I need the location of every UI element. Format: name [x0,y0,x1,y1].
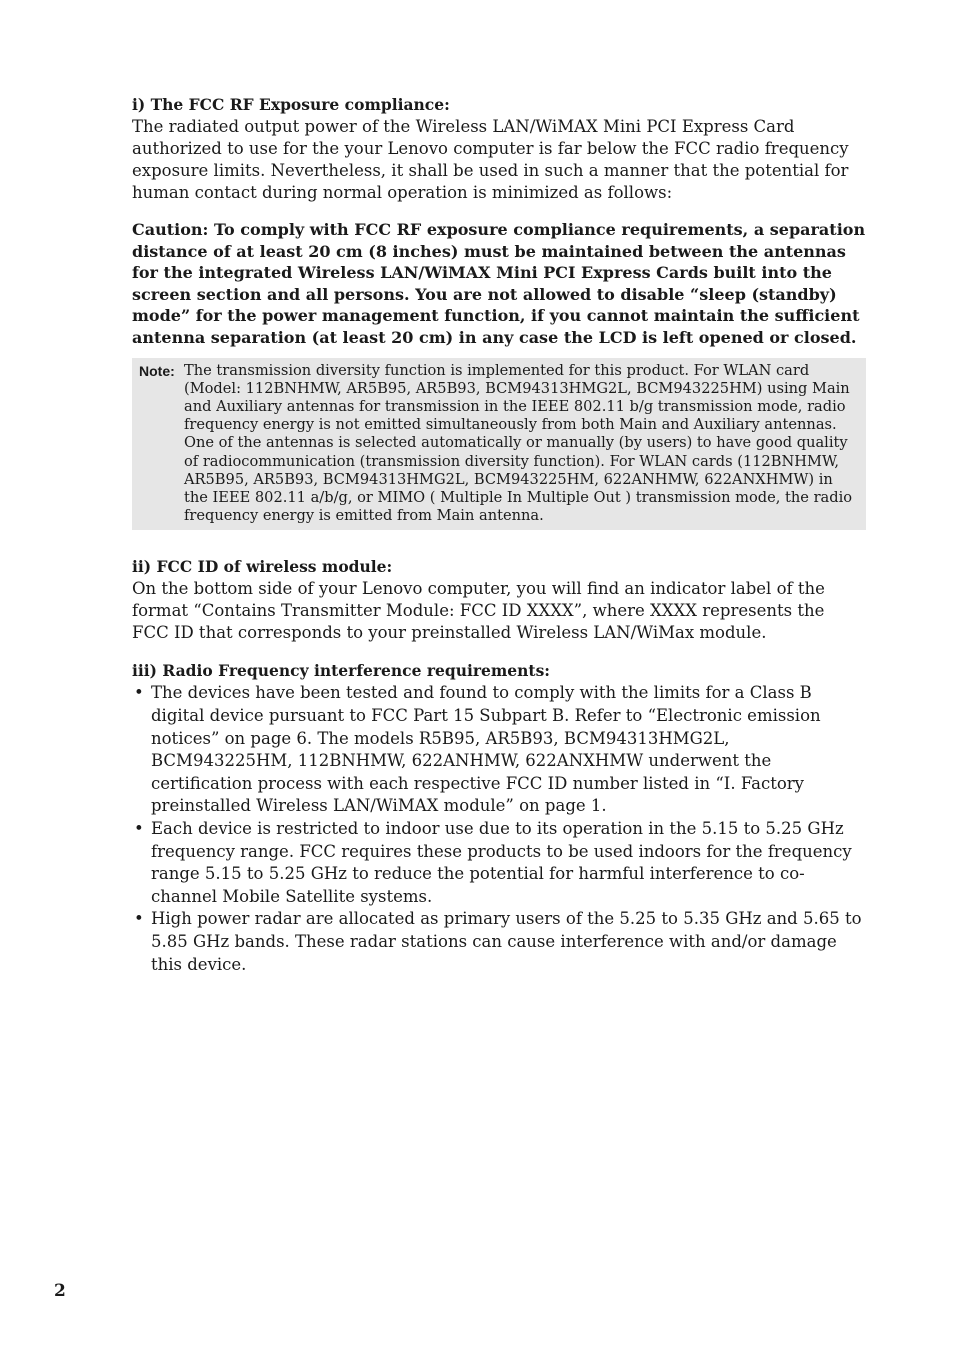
section-heading-fcc-rf-exposure: i) The FCC RF Exposure compliance: [132,95,450,114]
caution-paragraph: Caution: To comply with FCC RF exposure compliance requirements, a separation distance of at least 20 cm (8 inches) must be maintained between the antennas for the integrated Wireless LAN/WiMAX Mini PCI Express Cards built into the screen section and all persons. You are not allowed to disable “sleep (standby) mode” for the power management function, if you cannot maintain the sufficient antenna separation (at least 20 cm) in any case the LCD is left opened or closed. [132,220,866,347]
list-item [132,682,866,818]
page-number: 2 [54,1281,66,1301]
list-item-text: The devices have been tested and found to comply with the limits for a Class B digital device pursuant to FCC Part 15 Subpart B. Refer to “Electronic emission notices” on page 6. The models R5B95, AR5B93, BCM94313HMG2L, BCM943225HM, 112BNHMW, 622ANHMW, 622ANXHMW underwent the certification process with each respective FCC ID number listed in “I. Factory preinstalled Wireless LAN/WiMAX module” on page 1. [151,683,821,816]
list-item [132,908,866,976]
bullet-marker: • [134,818,144,838]
page-content [132,94,866,976]
bullet-list [132,682,866,976]
section-fcc-id [132,556,866,644]
note-label: Note: [139,362,175,379]
list-item [132,818,866,908]
bullet-marker: • [134,683,144,703]
section-heading-fcc-id: ii) FCC ID of wireless module: [132,557,393,577]
section-heading-rf-interference: iii) Radio Frequency interference requirements: [132,661,551,681]
list-item-text: Each device is restricted to indoor use due to its operation in the 5.15 to 5.25 GHz frequency range. FCC requires these products to be used indoors for the frequency range 5.15 to 5.25 GHz to reduce the potential for harmful interference to co-channel Mobile Satellite systems. [151,818,852,906]
note-box [132,358,866,531]
bullet-marker: • [134,909,144,929]
section-rf-interference [132,660,866,976]
section-body-fcc-rf-exposure: The radiated output power of the Wireless LAN/WiMAX Mini PCI Express Card authorized to use for the your Lenovo computer is far below the FCC radio frequency exposure limits. Nevertheless, it shall be used in such a manner that the potential for human contact during normal operation is minimized as follows: [132,117,849,202]
section-body-fcc-id: On the bottom side of your Lenovo computer, you will find an indicator label of the format “Contains Transmitter Module: FCC ID XXXX”, where XXXX represents the FCC ID that corresponds to your preinstalled Wireless LAN/WiMax module. [132,579,825,643]
note-text: The transmission diversity function is implemented for this product. For WLAN card (Model: 112BNHMW, AR5B95, AR5B93, BCM94313HMG2L, BCM943225HM) using Main and Auxiliary antennas for transmission in the IEEE 802.11 b/g transmission mode, radio frequency energy is not emitted simultaneously from both Main and Auxiliary antennas. One of the antennas is selected automatically or manually (by users) to have good quality of radiocommunication (transmission diversity function). For WLAN cards (112BNHMW, AR5B95, AR5B93, BCM94313HMG2L, BCM943225HM, 622ANHMW, 622ANXHMW) in the IEEE 802.11 a/b/g, or MIMO ( Multiple In Multiple Out ) transmission mode, the radio frequency energy is emitted from Main antenna. [184,361,853,525]
list-item-text: High power radar are allocated as primary users of the 5.25 to 5.35 GHz and 5.65 to 5.85 GHz bands. These radar stations can cause interference with and/or damage this device. [151,909,862,974]
